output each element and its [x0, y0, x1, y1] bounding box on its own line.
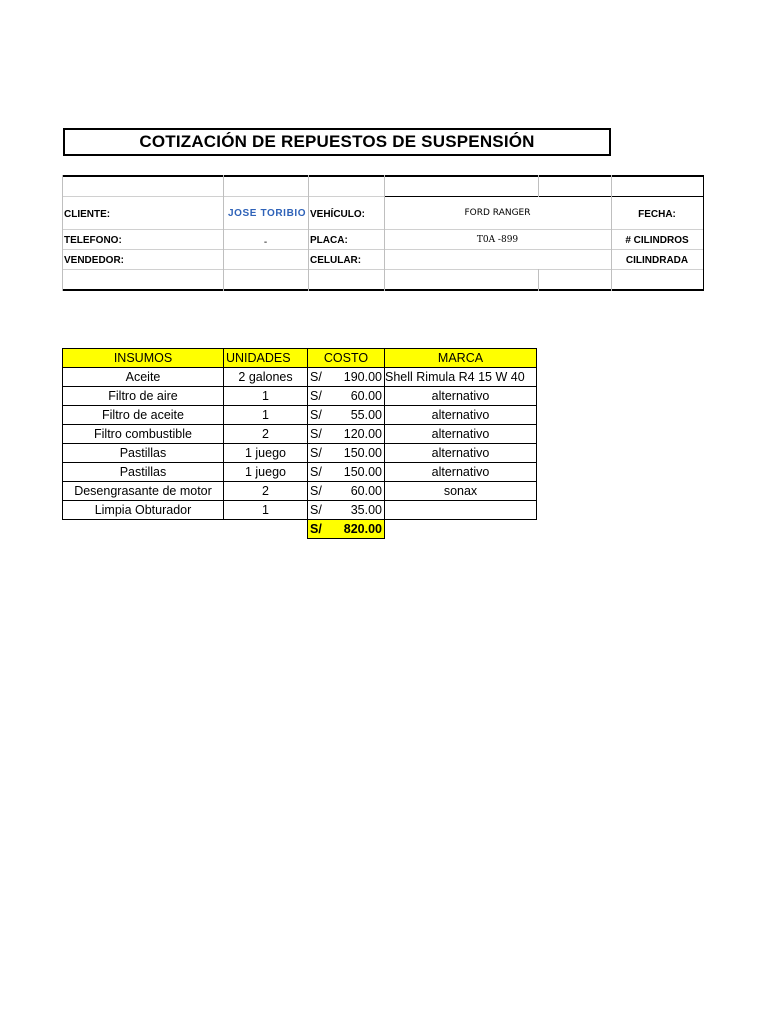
table-row — [63, 406, 537, 425]
costo-cell — [308, 425, 385, 444]
table-row — [63, 444, 537, 463]
currency-symbol: S/ — [310, 427, 322, 441]
currency-symbol: S/ — [310, 408, 322, 422]
marca-cell: Shell Rimula R4 15 W 40 — [385, 368, 537, 387]
cliente-value: JOSE TORIBIO — [228, 207, 307, 219]
cilindros-label: # CILINDROS — [625, 234, 689, 246]
unidades-cell: 1 — [224, 501, 308, 520]
col-header-unidades: UNIDADES — [224, 349, 308, 368]
currency-symbol: S/ — [310, 503, 322, 517]
telefono-value: - — [263, 236, 268, 248]
unidades-cell: 2 — [224, 482, 308, 501]
total-cost-cell — [308, 520, 385, 539]
currency-symbol: S/ — [310, 389, 322, 403]
table-row — [63, 482, 537, 501]
cost-amount: 150.00 — [343, 465, 382, 479]
unidades-cell: 1 juego — [224, 444, 308, 463]
currency-symbol: S/ — [310, 446, 322, 460]
marca-cell: alternativo — [385, 387, 537, 406]
costo-cell — [308, 406, 385, 425]
insumo-cell: Desengrasante de motor — [63, 482, 224, 501]
table-row — [63, 425, 537, 444]
currency-symbol: S/ — [310, 484, 322, 498]
insumo-cell: Pastillas — [63, 444, 224, 463]
items-table — [62, 348, 537, 539]
table-row — [63, 463, 537, 482]
col-header-costo: COSTO — [308, 349, 385, 368]
unidades-cell: 1 — [224, 387, 308, 406]
vehiculo-label: VEHÍCULO: — [310, 208, 365, 220]
costo-cell — [308, 482, 385, 501]
marca-cell: alternativo — [385, 406, 537, 425]
costo-cell — [308, 368, 385, 387]
table-header-row — [63, 349, 537, 368]
table-row — [63, 501, 537, 520]
insumo-cell: Filtro de aire — [63, 387, 224, 406]
costo-cell — [308, 444, 385, 463]
marca-cell: sonax — [385, 482, 537, 501]
celular-label: CELULAR: — [310, 254, 362, 266]
cost-amount: 190.00 — [343, 370, 382, 384]
placa-label: PLACA: — [310, 234, 348, 246]
currency-symbol: S/ — [310, 522, 322, 536]
table-row — [63, 368, 537, 387]
marca-cell — [385, 501, 537, 520]
blank-cell — [63, 520, 224, 539]
cilindrada-label: CILINDRADA — [625, 254, 689, 266]
blank-cell — [385, 520, 537, 539]
vendedor-label: VENDEDOR: — [64, 254, 125, 266]
telefono-label: TELEFONO: — [64, 234, 122, 246]
marca-cell: alternativo — [385, 425, 537, 444]
marca-cell: alternativo — [385, 444, 537, 463]
marca-cell: alternativo — [385, 463, 537, 482]
col-header-marca: MARCA — [385, 349, 537, 368]
costo-cell — [308, 501, 385, 520]
cost-amount: 120.00 — [343, 427, 382, 441]
cost-amount: 55.00 — [350, 408, 382, 422]
blank-cell — [224, 520, 308, 539]
insumo-cell: Filtro combustible — [63, 425, 224, 444]
cost-amount: 150.00 — [343, 446, 382, 460]
unidades-cell: 2 — [224, 425, 308, 444]
header-info-grid — [62, 175, 704, 291]
cliente-label: CLIENTE: — [64, 208, 111, 220]
cost-amount: 60.00 — [350, 389, 382, 403]
insumo-cell: Filtro de aceite — [63, 406, 224, 425]
unidades-cell: 1 juego — [224, 463, 308, 482]
col-header-insumos: INSUMOS — [63, 349, 224, 368]
insumo-cell: Aceite — [63, 368, 224, 387]
currency-symbol: S/ — [310, 465, 322, 479]
vehiculo-value: FORD RANGER — [464, 208, 531, 218]
document-title: COTIZACIÓN DE REPUESTOS DE SUSPENSIÓN — [63, 128, 611, 156]
placa-value: T0A -899 — [476, 235, 519, 245]
total-row — [63, 520, 537, 539]
costo-cell — [308, 387, 385, 406]
fecha-label: FECHA: — [638, 208, 676, 220]
table-row — [63, 387, 537, 406]
insumo-cell: Limpia Obturador — [63, 501, 224, 520]
total-amount: 820.00 — [343, 522, 382, 536]
insumo-cell: Pastillas — [63, 463, 224, 482]
unidades-cell: 1 — [224, 406, 308, 425]
cost-amount: 60.00 — [350, 484, 382, 498]
unidades-cell: 2 galones — [224, 368, 308, 387]
cost-amount: 35.00 — [350, 503, 382, 517]
currency-symbol: S/ — [310, 370, 322, 384]
costo-cell — [308, 463, 385, 482]
